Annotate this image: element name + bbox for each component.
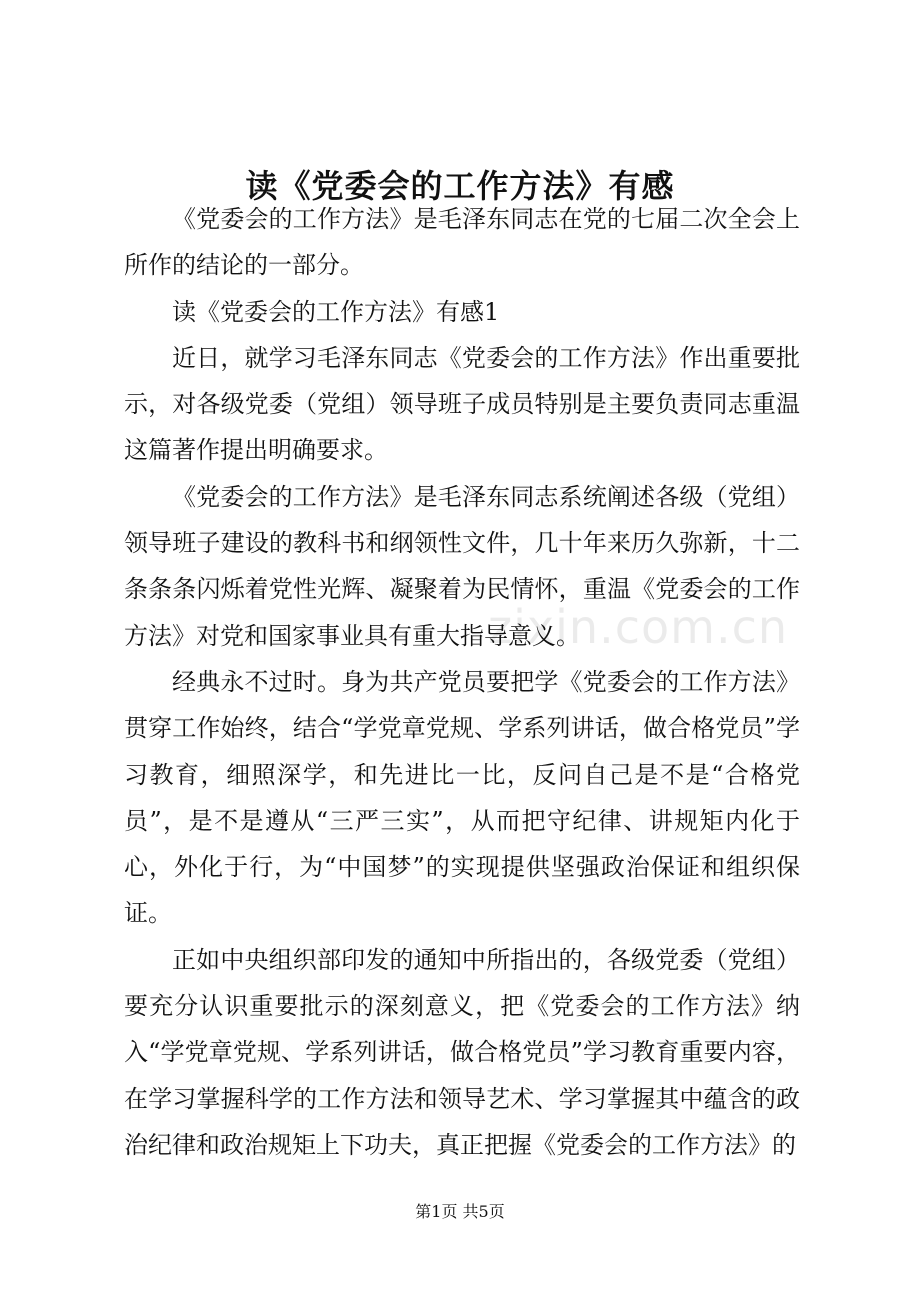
page-footer: 第1页 共5页 (415, 1202, 505, 1221)
paragraph-2: 《党委会的工作方法》是毛泽东同志系统阐述各级（党组）领导班子建设的教科书和纲领性文件，几十年来历久弥新，十二条条条闪烁着党性光辉、凝聚着为民情怀，重温《党委会的工作方法》对党和国家事业具有重大指导意义。 (124, 482, 800, 650)
paragraph-3: 经典永不过时。身为共产党员要把学《党委会的工作方法》贯穿工作始终，结合“学党章党规、学系列讲话，做合格党员”学习教育，细照深学，和先进比一比，反问自己是不是“合格党员”，是不是遵从“三严三实”，从而把守纪律、讲规矩内化于心，外化于行，为“中国梦”的实现提供坚强政治保证和组织保证。 (124, 667, 800, 928)
paragraph-subtitle: 读《党委会的工作方法》有感1 (172, 297, 500, 326)
document-title: 读《党委会的工作方法》有感 (245, 167, 675, 205)
paragraph-intro: 《党委会的工作方法》是毛泽东同志在党的七届二次全会上所作的结论的一部分。 (124, 205, 800, 280)
paragraph-4: 正如中央组织部印发的通知中所指出的，各级党委（党组）要充分认识重要批示的深刻意义，把《党委会的工作方法》纳入“学党章党规、学系列讲话，做合格党员”学习教育重要内容，在学习掌握科学的工作方法和领导艺术、学习掌握其中蕴含的政治纪律和政治规矩上下功夫，真正把握《党委会的工作方法》的 (124, 945, 800, 1159)
watermark: zixin.com.cn (488, 600, 789, 654)
document-body (124, 196, 800, 1168)
paragraph-1: 近日，就学习毛泽东同志《党委会的工作方法》作出重要批示，对各级党委（党组）领导班子成员特别是主要负责同志重温这篇著作提出明确要求。 (124, 343, 800, 465)
